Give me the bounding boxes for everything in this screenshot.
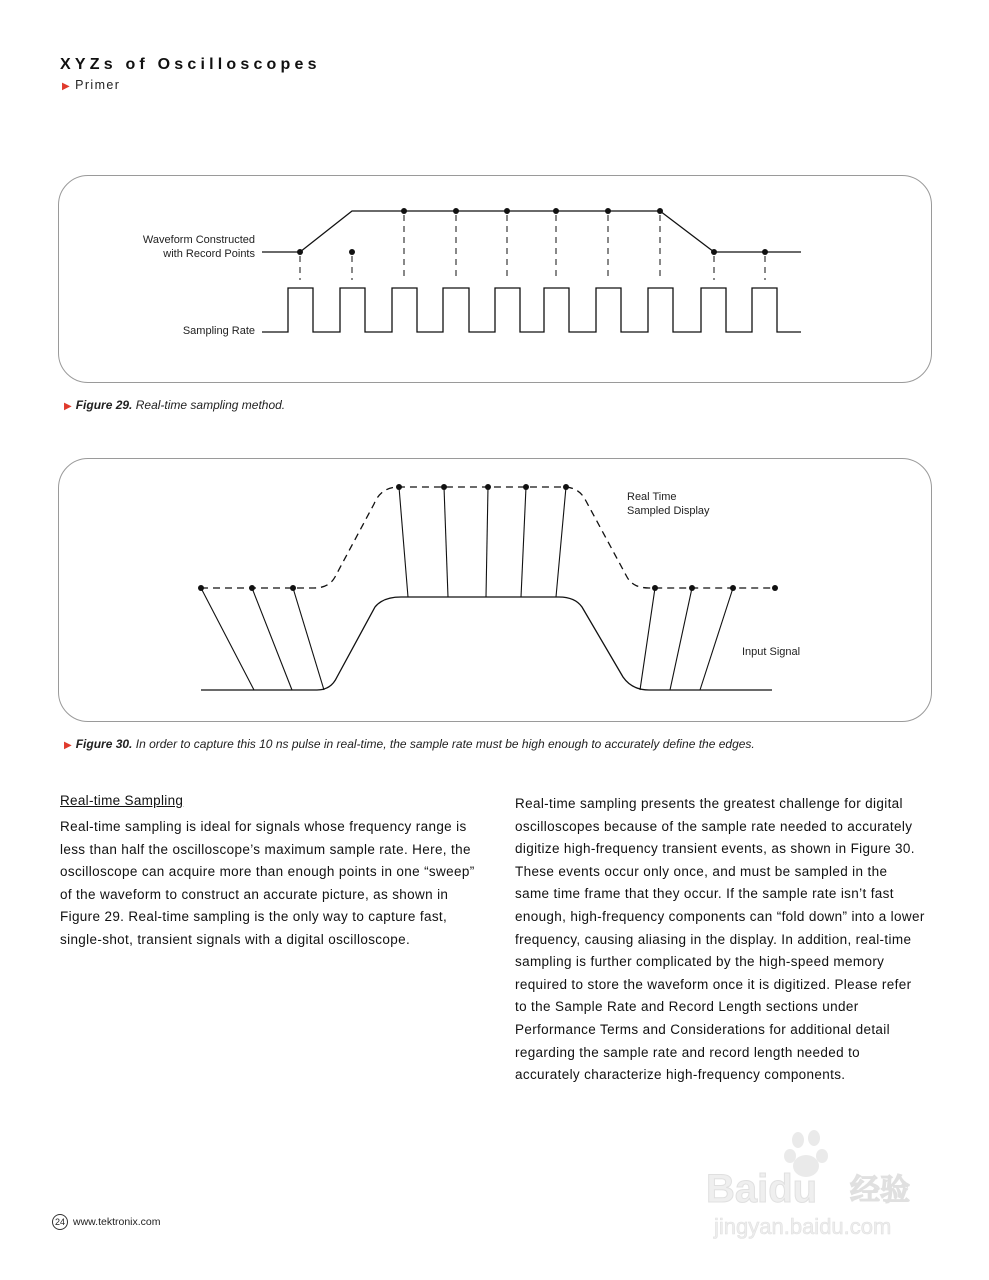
figure-30-caption bbox=[64, 737, 755, 751]
real-time-display-label-line1: Real Time bbox=[627, 491, 677, 503]
figure-29-panel bbox=[58, 175, 932, 383]
sampling-rate-label: Sampling Rate bbox=[182, 325, 255, 337]
triangle-bullet-icon: ▶ bbox=[64, 740, 72, 751]
triangle-bullet-icon: ▶ bbox=[64, 401, 72, 412]
figure-30-diagram bbox=[59, 459, 931, 721]
triangle-bullet-icon: ▶ bbox=[62, 81, 72, 92]
waveform-label-line1: Waveform Constructed bbox=[142, 234, 255, 246]
figure-29-caption bbox=[64, 398, 285, 412]
figure-30-caption-text: In order to capture this 10 ns pulse in real-time, the sample rate must be high enough to accurately define the edges. bbox=[135, 737, 755, 751]
right-column bbox=[515, 793, 925, 1087]
waveform-label-line2: with Record Points bbox=[163, 248, 255, 260]
page-number: 24 bbox=[52, 1214, 68, 1230]
left-paragraph: Real-time sampling is ideal for signals whose frequency range is less than half the oscilloscope’s maximum sample rate. Here, the oscilloscope can acquire more than enough points in one “sweep” of the waveform to construct an accurate picture, as shown in Figure 29. Real-time sampling is the only way to capture fast, single-shot, transient signals with a digital oscilloscope. bbox=[60, 819, 475, 947]
watermark-url: jingyan.baidu.com bbox=[714, 1214, 892, 1239]
real-time-display-label-line2: Sampled Display bbox=[627, 505, 710, 517]
figure-29-caption-text: Real-time sampling method. bbox=[135, 398, 286, 412]
baidu-watermark bbox=[700, 1130, 950, 1250]
figure-29-diagram bbox=[59, 176, 931, 382]
sampled-display-trace bbox=[201, 487, 777, 588]
figure-29-caption-number: Figure 29. bbox=[75, 398, 133, 412]
section-heading: Real-time Sampling bbox=[60, 793, 184, 808]
sampling-clock-waveform bbox=[262, 288, 801, 332]
right-paragraph: Real-time sampling presents the greatest challenge for digital oscilloscopes because of the sample rate needed to accurately digitize high-frequency transient events, as shown in Figure 30. These events occur only once, and must be sampled in the same time frame that they occur. If the sample rate isn’t fast enough, high-frequency components can “fold down” into a lower frequency, causing aliasing in the display. In addition, real-time sampling is further complicated by the high-speed memory required to store the waveform once it is digitized. Please refer to the Sample Rate and Record Length sections under Performance Terms and Considerations for additional detail regarding the sample rate and record length needed to accurately characterize high-frequency components. bbox=[515, 796, 925, 1083]
watermark-brand: Baidu bbox=[706, 1167, 818, 1211]
footer-url[interactable]: www.tektronix.com bbox=[73, 1216, 161, 1228]
constructed-waveform bbox=[262, 211, 801, 252]
document-title: XYZs of Oscilloscopes bbox=[60, 56, 321, 73]
figure-30-panel bbox=[58, 458, 932, 722]
page-footer bbox=[52, 1214, 161, 1230]
figure-30-caption-number: Figure 30. bbox=[75, 737, 133, 751]
sample-drop-lines bbox=[300, 215, 765, 280]
watermark-cn-text: 经验 bbox=[850, 1173, 910, 1208]
input-signal-label: Input Signal bbox=[742, 646, 801, 658]
document-subtitle bbox=[62, 78, 120, 92]
left-column bbox=[60, 793, 480, 952]
record-points bbox=[297, 208, 768, 255]
subtitle-text: Primer bbox=[75, 78, 121, 92]
